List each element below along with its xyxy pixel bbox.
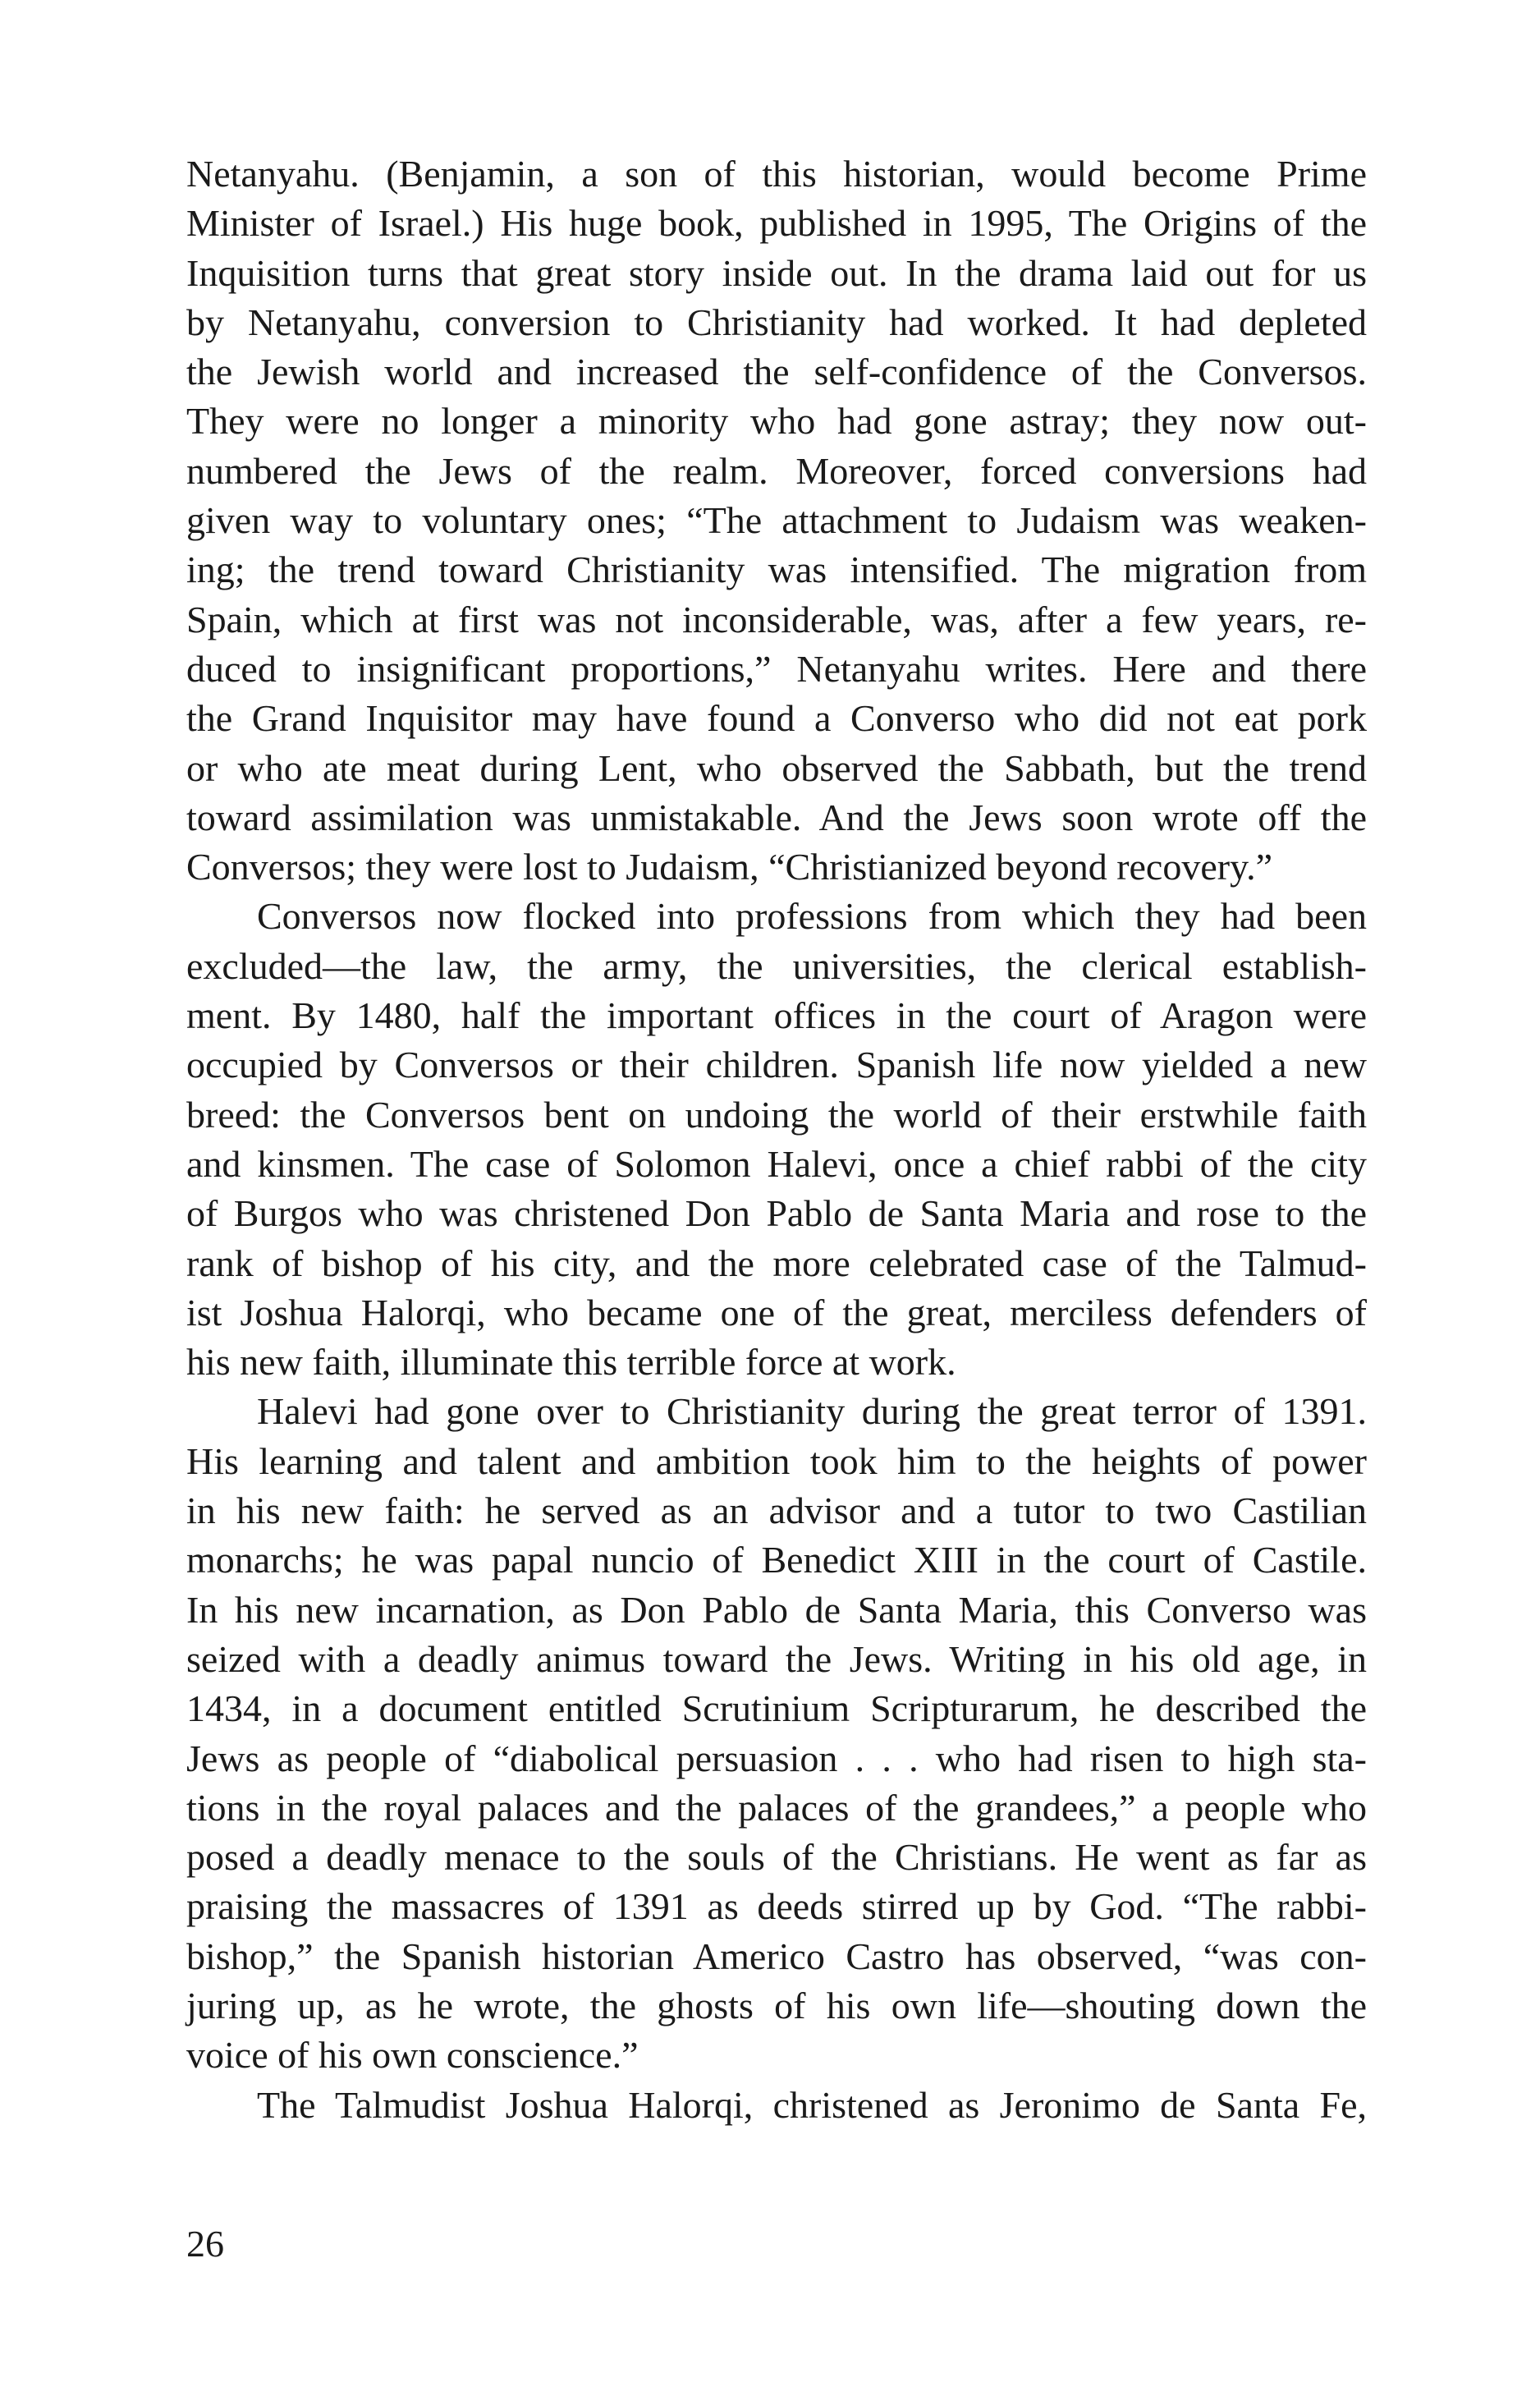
- text-line: by Netanyahu, conversion to Christianity had worked. It had depleted: [186, 301, 1367, 343]
- text-line: ing; the trend toward Christianity was intensified. The migration from: [186, 548, 1367, 591]
- text-line: Inquisition turns that great story inside out. In the drama laid out for us: [186, 251, 1367, 294]
- text-line: Jews as people of “diabolical persuasion . . . who had risen to high sta-: [186, 1737, 1367, 1779]
- text-line: duced to insignificant proportions,” Netanyahu writes. Here and there: [186, 647, 1367, 690]
- text-line: the Grand Inquisitor may have found a Converso who did not eat pork: [186, 697, 1367, 740]
- page-number: 26: [186, 2223, 224, 2265]
- text-line: Minister of Israel.) His huge book, published in 1995, The Origins of the: [186, 202, 1367, 245]
- paragraph-end-line: voice of his own conscience.”: [186, 2034, 639, 2077]
- text-line: in his new faith: he served as an advisor and a tutor to two Castilian: [186, 1489, 1367, 1532]
- text-line: juring up, as he wrote, the ghosts of his own life—shouting down the: [186, 1984, 1367, 2026]
- text-line: rank of bishop of his city, and the more celebrated case of the Talmud-: [186, 1242, 1367, 1284]
- text-line: or who ate meat during Lent, who observed the Sabbath, but the trend: [186, 746, 1367, 789]
- text-line: Netanyahu. (Benjamin, a son of this historian, would become Prime: [186, 153, 1367, 195]
- text-line: ist Joshua Halorqi, who became one of the great, merciless defenders of: [186, 1291, 1367, 1333]
- text-line: of Burgos who was christened Don Pablo de Santa Maria and rose to the: [186, 1192, 1367, 1235]
- text-line: monarchs; he was papal nuncio of Benedict XIII in the court of Castile.: [186, 1539, 1367, 1581]
- text-line: posed a deadly menace to the souls of the Christians. He went as far as: [186, 1836, 1367, 1879]
- paragraph-first-line: The Talmudist Joshua Halorqi, christened as Jeronimo de Santa Fe,: [257, 2083, 1367, 2126]
- text-line: bishop,” the Spanish historian Americo Castro has observed, “was con-: [186, 1935, 1367, 1977]
- text-line: numbered the Jews of the realm. Moreover, forced conversions had: [186, 449, 1367, 492]
- text-line: seized with a deadly animus toward the Jews. Writing in his old age, in: [186, 1637, 1367, 1680]
- text-line: tions in the royal palaces and the palaces of the grandees,” a people who: [186, 1786, 1367, 1829]
- text-line: 1434, in a document entitled Scrutinium Scripturarum, he described the: [186, 1687, 1367, 1730]
- paragraph-end-line: Conversos; they were lost to Judaism, “Christianized beyond recovery.”: [186, 846, 1273, 888]
- text-line: In his new incarnation, as Don Pablo de Santa Maria, this Converso was: [186, 1588, 1367, 1631]
- text-line: occupied by Conversos or their children. Spanish life now yielded a new: [186, 1044, 1367, 1086]
- text-line: Spain, which at first was not inconsiderable, was, after a few years, re-: [186, 598, 1367, 640]
- text-line: praising the massacres of 1391 as deeds stirred up by God. “The rabbi-: [186, 1885, 1367, 1928]
- text-line: His learning and talent and ambition took him to the heights of power: [186, 1439, 1367, 1482]
- paragraph-end-line: his new faith, illuminate this terrible force at work.: [186, 1341, 956, 1384]
- paragraph-first-line: Conversos now flocked into professions from which they had been: [257, 895, 1367, 938]
- paragraph-first-line: Halevi had gone over to Christianity during the great terror of 1391.: [257, 1390, 1367, 1433]
- text-line: the Jewish world and increased the self-confidence of the Conversos.: [186, 351, 1367, 393]
- text-line: toward assimilation was unmistakable. And the Jews soon wrote off the: [186, 796, 1367, 838]
- text-line: and kinsmen. The case of Solomon Halevi, once a chief rabbi of the city: [186, 1142, 1367, 1185]
- text-line: breed: the Conversos bent on undoing the world of their erstwhile faith: [186, 1093, 1367, 1136]
- text-line: excluded—the law, the army, the universities, the clerical establish-: [186, 944, 1367, 987]
- text-line: ment. By 1480, half the important offices in the court of Aragon were: [186, 994, 1367, 1037]
- text-line: given way to voluntary ones; “The attachment to Judaism was weaken-: [186, 499, 1367, 542]
- body-text: [186, 149, 1367, 2130]
- text-line: They were no longer a minority who had gone astray; they now out-: [186, 400, 1367, 443]
